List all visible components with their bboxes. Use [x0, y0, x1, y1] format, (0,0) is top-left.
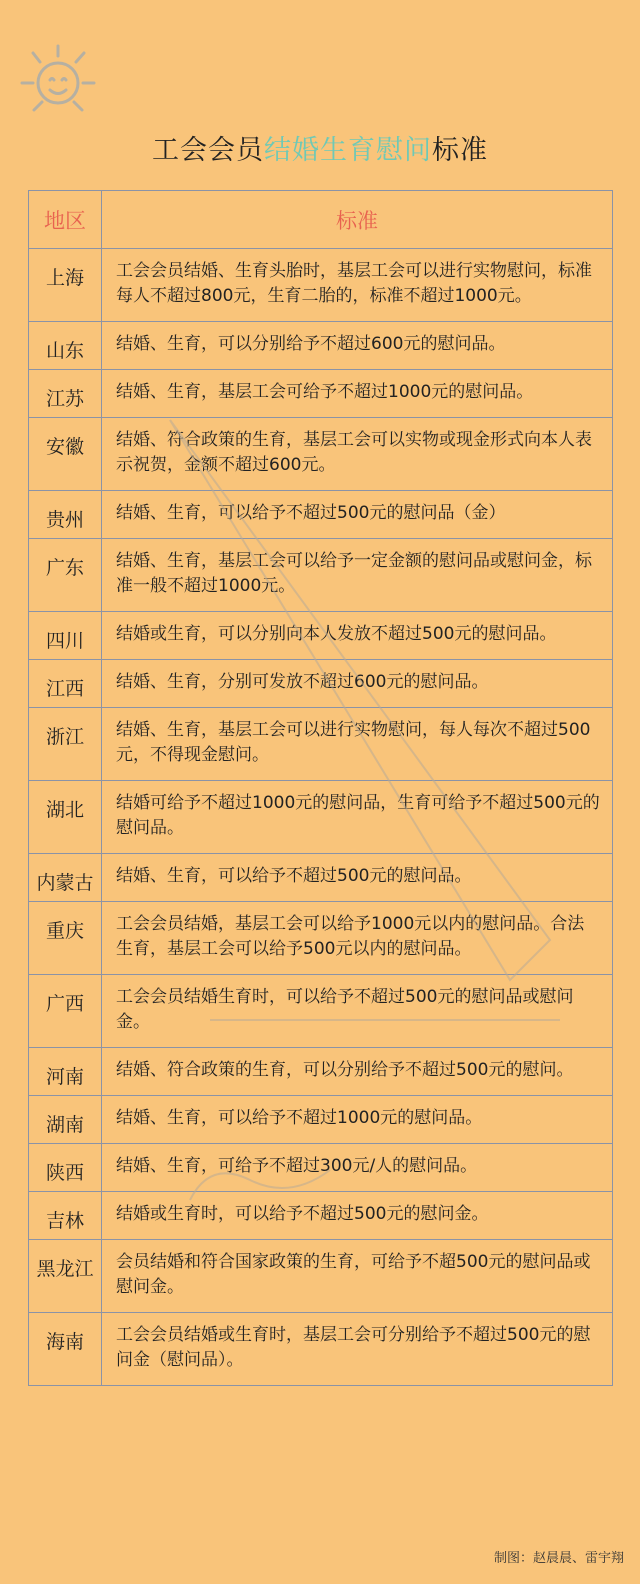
region-cell: 陕西: [29, 1144, 102, 1192]
title-highlight: 结婚生育慰问: [264, 135, 432, 166]
standard-cell: 结婚、生育，可给予不超过300元/人的慰问品。: [102, 1144, 613, 1192]
table-row: [29, 370, 613, 418]
standard-cell: 工会会员结婚，基层工会可以给予1000元以内的慰问品。合法生育，基层工会可以给予500元以内的慰问品。: [102, 902, 613, 975]
table-row: [29, 781, 613, 854]
region-cell: 黑龙江: [29, 1240, 102, 1313]
table-body: [29, 249, 613, 1386]
table-row: [29, 1048, 613, 1096]
table-header-row: [29, 191, 613, 249]
title-suffix: 标准: [432, 135, 488, 166]
standard-cell: 工会会员结婚、生育头胎时，基层工会可以进行实物慰问，标准每人不超过800元，生育二胎的，标准不超过1000元。: [102, 249, 613, 322]
region-cell: 四川: [29, 612, 102, 660]
header-standard: 标准: [102, 191, 613, 249]
standard-cell: 结婚、符合政策的生育，可以分别给予不超过500元的慰问。: [102, 1048, 613, 1096]
table-row: [29, 418, 613, 491]
region-cell: 江苏: [29, 370, 102, 418]
standard-cell: 工会会员结婚生育时，可以给予不超过500元的慰问品或慰问金。: [102, 975, 613, 1048]
sun-doodle-icon: [6, 28, 106, 128]
region-cell: 广西: [29, 975, 102, 1048]
region-cell: 上海: [29, 249, 102, 322]
region-cell: 贵州: [29, 491, 102, 539]
region-cell: 安徽: [29, 418, 102, 491]
table-row: [29, 708, 613, 781]
standard-cell: 结婚、生育，可以分别给予不超过600元的慰问品。: [102, 322, 613, 370]
table-row: [29, 1144, 613, 1192]
region-cell: 湖北: [29, 781, 102, 854]
table-row: [29, 1192, 613, 1240]
table-row: [29, 902, 613, 975]
standard-cell: 结婚或生育，可以分别向本人发放不超过500元的慰问品。: [102, 612, 613, 660]
table-row: [29, 1240, 613, 1313]
table-row: [29, 1096, 613, 1144]
table-row: [29, 854, 613, 902]
standard-cell: 结婚、生育，可以给予不超过1000元的慰问品。: [102, 1096, 613, 1144]
region-cell: 海南: [29, 1313, 102, 1386]
standard-cell: 结婚、生育，可以给予不超过500元的慰问品（金）: [102, 491, 613, 539]
region-cell: 重庆: [29, 902, 102, 975]
region-cell: 江西: [29, 660, 102, 708]
standard-cell: 结婚或生育时，可以给予不超过500元的慰问金。: [102, 1192, 613, 1240]
standard-cell: 结婚、生育，基层工会可给予不超过1000元的慰问品。: [102, 370, 613, 418]
table-row: [29, 660, 613, 708]
standard-cell: 工会会员结婚或生育时，基层工会可分别给予不超过500元的慰问金（慰问品）。: [102, 1313, 613, 1386]
table-row: [29, 975, 613, 1048]
title-prefix: 工会会员: [152, 135, 264, 166]
standard-cell: 会员结婚和符合国家政策的生育，可给予不超500元的慰问品或慰问金。: [102, 1240, 613, 1313]
table-row: [29, 612, 613, 660]
standard-cell: 结婚可给予不超过1000元的慰问品，生育可给予不超过500元的慰问品。: [102, 781, 613, 854]
standards-table: [28, 190, 613, 1386]
standard-cell: 结婚、生育，基层工会可以进行实物慰问，每人每次不超过500元，不得现金慰问。: [102, 708, 613, 781]
region-cell: 吉林: [29, 1192, 102, 1240]
region-cell: 湖南: [29, 1096, 102, 1144]
region-cell: 河南: [29, 1048, 102, 1096]
header-region: 地区: [29, 191, 102, 249]
standard-cell: 结婚、符合政策的生育，基层工会可以实物或现金形式向本人表示祝贺，金额不超过600元。: [102, 418, 613, 491]
region-cell: 山东: [29, 322, 102, 370]
page-title: [0, 128, 640, 167]
region-cell: 广东: [29, 539, 102, 612]
credit-text: 制图：赵晨晨、雷宇翔: [493, 1551, 624, 1566]
standard-cell: 结婚、生育，分别可发放不超过600元的慰问品。: [102, 660, 613, 708]
region-cell: 浙江: [29, 708, 102, 781]
table-row: [29, 249, 613, 322]
table-row: [29, 491, 613, 539]
standard-cell: 结婚、生育，基层工会可以给予一定金额的慰问品或慰问金，标准一般不超过1000元。: [102, 539, 613, 612]
region-cell: 内蒙古: [29, 854, 102, 902]
standard-cell: 结婚、生育，可以给予不超过500元的慰问品。: [102, 854, 613, 902]
table-row: [29, 322, 613, 370]
table-row: [29, 539, 613, 612]
table-row: [29, 1313, 613, 1386]
